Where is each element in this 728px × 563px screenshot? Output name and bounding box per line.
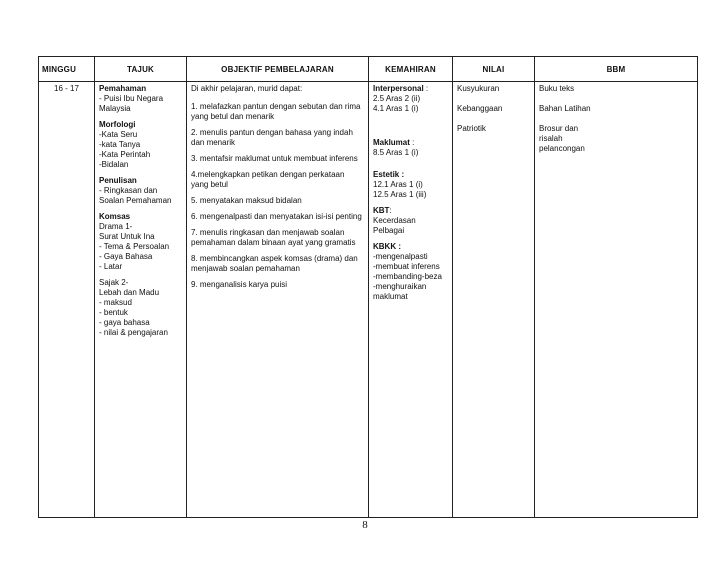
- objective-intro: Di akhir pelajaran, murid dapat:: [191, 84, 303, 93]
- skill-heading: Maklumat: [373, 138, 410, 147]
- objective-item: 2. menulis pantun dengan bahasa yang indah dan menarik: [191, 128, 353, 147]
- header-kemahiran: KEMAHIRAN: [369, 57, 453, 82]
- objective-item: 4.melengkapkan petikan dengan perkataan yang betul: [191, 170, 345, 189]
- topic-block: [99, 212, 182, 272]
- value-item: Kusyukuran: [457, 84, 500, 93]
- topic-line: - maksud: [99, 298, 132, 307]
- cell-nilai: [453, 82, 535, 518]
- cell-minggu: [39, 82, 95, 518]
- skill-line: 12.5 Aras 1 (iii): [373, 190, 427, 199]
- header-minggu: MINGGU: [39, 57, 95, 82]
- topic-line: -Kata Perintah: [99, 150, 151, 159]
- skill-line: Pelbagai: [373, 226, 405, 235]
- skill-block: [373, 138, 448, 158]
- skill-suffix: :: [389, 206, 392, 215]
- header-nilai: NILAI: [453, 57, 535, 82]
- topic-heading: Morfologi: [99, 120, 136, 129]
- topic-line: - Tema & Persoalan: [99, 242, 170, 251]
- objective-item: 9. menganalisis karya puisi: [191, 280, 288, 289]
- skill-block: [373, 84, 448, 114]
- topic-line: - gaya bahasa: [99, 318, 150, 327]
- material-item: [539, 104, 693, 114]
- topic-line: -kata Tanya: [99, 140, 141, 149]
- topic-line: Sajak 2-: [99, 278, 129, 287]
- topic-line: Surat Untuk Ina: [99, 232, 155, 241]
- topic-line: Lebah dan Madu: [99, 288, 160, 297]
- skill-heading: KBKK :: [373, 242, 401, 251]
- skill-heading: KBT: [373, 206, 390, 215]
- material-line: risalah: [539, 134, 563, 143]
- lesson-plan-table: [38, 56, 698, 518]
- header-row: [39, 57, 698, 82]
- objective-item: 6. mengenalpasti dan menyatakan isi-isi penting: [191, 212, 362, 221]
- topic-line: -Bidalan: [99, 160, 129, 169]
- material-line: pelancongan: [539, 144, 585, 153]
- cell-kemahiran: [369, 82, 453, 518]
- skill-line: -menghuraikan: [373, 282, 427, 291]
- topic-line: - Ringkasan dan: [99, 186, 158, 195]
- cell-objektif: [187, 82, 369, 518]
- topic-line: - bentuk: [99, 308, 128, 317]
- topic-line: -Kata Seru: [99, 130, 138, 139]
- skill-line: Kecerdasan: [373, 216, 416, 225]
- topic-block: [99, 84, 182, 114]
- topic-heading: Penulisan: [99, 176, 137, 185]
- skill-suffix: :: [409, 138, 415, 147]
- material-line: Bahan Latihan: [539, 104, 591, 113]
- topic-line: Malaysia: [99, 104, 131, 113]
- skill-heading: Interpersonal: [373, 84, 424, 93]
- cell-tajuk: [95, 82, 187, 518]
- material-item: [539, 124, 693, 154]
- topic-line: - nilai & pengajaran: [99, 328, 168, 337]
- material-item: [539, 84, 693, 94]
- week-range: 16 - 17: [54, 84, 79, 93]
- topic-line: Drama 1-: [99, 222, 133, 231]
- objective-item: 5. menyatakan maksud bidalan: [191, 196, 302, 205]
- topic-line: - Latar: [99, 262, 123, 271]
- cell-bbm: [535, 82, 698, 518]
- topic-heading: Pemahaman: [99, 84, 147, 93]
- page-number: 8: [362, 519, 368, 531]
- skill-line: 4.1 Aras 1 (i): [373, 104, 419, 113]
- value-item: Patriotik: [457, 124, 486, 133]
- header-objektif: OBJEKTIF PEMBELAJARAN: [187, 57, 369, 82]
- topic-block: [99, 278, 182, 338]
- skill-line: -membuat inferens: [373, 262, 440, 271]
- objective-item: 1. melafazkan pantun dengan sebutan dan rima yang betul dan menarik: [191, 102, 361, 121]
- header-bbm: BBM: [535, 57, 698, 82]
- topic-line: Soalan Pemahaman: [99, 196, 172, 205]
- material-line: Brosur dan: [539, 124, 579, 133]
- skill-line: 12.1 Aras 1 (i): [373, 180, 423, 189]
- objective-item: 8. membincangkan aspek komsas (drama) dan menjawab soalan pemahaman: [191, 254, 358, 273]
- skill-line: -mengenalpasti: [373, 252, 428, 261]
- skill-block: [373, 206, 448, 236]
- topic-line: - Puisi Ibu Negara: [99, 94, 164, 103]
- skill-suffix: :: [423, 84, 429, 93]
- skill-line: -membanding-beza: [373, 272, 442, 281]
- topic-heading: Komsas: [99, 212, 131, 221]
- topic-line: - Gaya Bahasa: [99, 252, 153, 261]
- skill-block: [373, 242, 448, 302]
- value-item: Kebanggaan: [457, 104, 503, 113]
- topic-block: [99, 120, 182, 170]
- skill-line: maklumat: [373, 292, 408, 301]
- skill-line: 2.5 Aras 2 (ii): [373, 94, 421, 103]
- header-tajuk: TAJUK: [95, 57, 187, 82]
- topic-block: [99, 176, 182, 206]
- skill-block: [373, 170, 448, 200]
- objective-item: 3. mentafsir maklumat untuk membuat inferens: [191, 154, 358, 163]
- skill-heading: Estetik :: [373, 170, 405, 179]
- material-line: Buku teks: [539, 84, 575, 93]
- table-row: [39, 82, 698, 518]
- skill-line: 8.5 Aras 1 (i): [373, 148, 419, 157]
- objective-item: 7. menulis ringkasan dan menjawab soalan pemahaman dalam binaan ayat yang gramatis: [191, 228, 356, 247]
